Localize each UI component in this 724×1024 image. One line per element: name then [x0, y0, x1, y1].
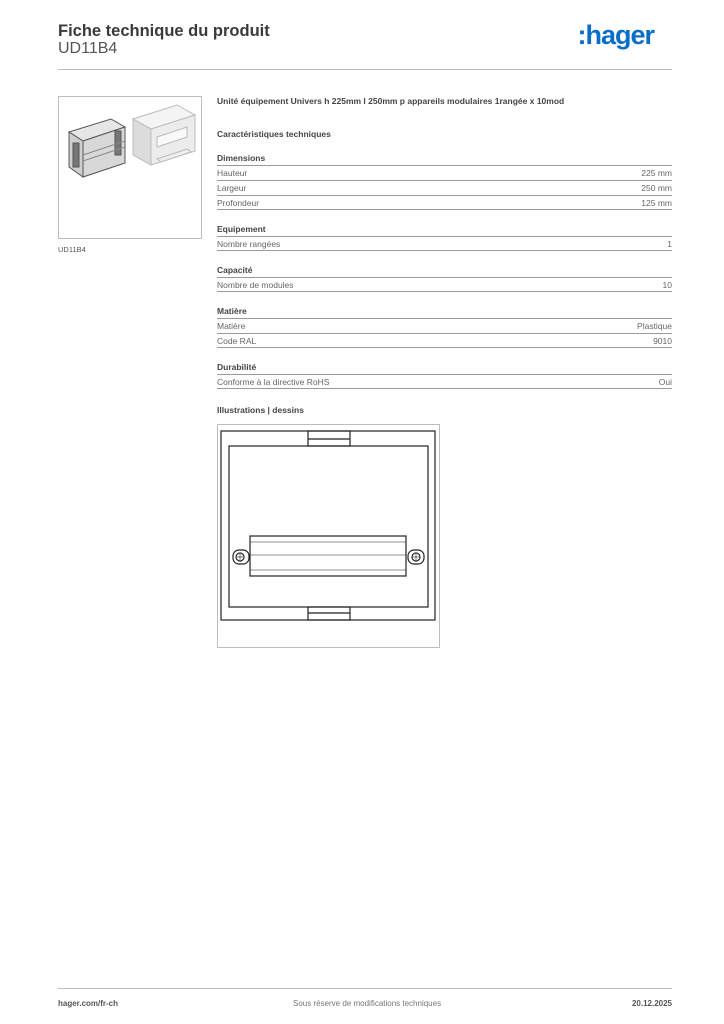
hager-logo: :hager [577, 20, 654, 50]
tech-heading: Caractéristiques techniques [217, 129, 331, 139]
spec-group-title: Matière [217, 306, 247, 316]
spec-row [217, 195, 672, 210]
spec-group [217, 306, 672, 348]
thumbnail-caption: UD11B4 [58, 245, 86, 254]
spec-label: Hauteur [217, 168, 248, 178]
spec-value: 1 [667, 239, 672, 249]
spec-label: Matière [217, 321, 246, 331]
spec-value: 125 mm [641, 198, 672, 208]
spec-value: 10 [662, 280, 672, 290]
spec-row [217, 318, 672, 333]
spec-row [217, 180, 672, 195]
spec-group [217, 224, 672, 251]
spec-value: 250 mm [641, 183, 672, 193]
spec-group-title: Capacité [217, 265, 253, 275]
spec-section [217, 96, 672, 389]
page-header [58, 20, 672, 70]
spec-group [217, 265, 672, 292]
footer-date: 20.12.2025 [631, 999, 672, 1008]
spec-value: Oui [658, 377, 672, 387]
spec-groups [217, 153, 672, 389]
spec-rows [217, 277, 672, 292]
spec-row [217, 236, 672, 251]
product-description: Unité équipement Univers h 225mm l 250mm p appareils modulaires 1rangée x 10mod [217, 96, 565, 106]
spec-group [217, 362, 672, 389]
spec-rows [217, 236, 672, 251]
spec-label: Nombre rangées [217, 239, 281, 249]
spec-label: Code RAL [217, 336, 257, 346]
spec-label: Profondeur [217, 198, 260, 208]
footer-notice: Sous réserve de modifications techniques [293, 999, 442, 1008]
spec-value: 9010 [653, 336, 672, 346]
spec-rows [217, 318, 672, 348]
product-reference: UD11B4 [58, 40, 118, 57]
spec-rows [217, 165, 672, 210]
spec-group-title: Durabilité [217, 362, 257, 372]
spec-row [217, 277, 672, 292]
spec-group-title: Dimensions [217, 153, 266, 163]
illustrations-title: Illustrations | dessins [217, 405, 304, 415]
product-thumbnail [58, 96, 202, 239]
spec-row [217, 374, 672, 389]
spec-row [217, 165, 672, 180]
drawing-svg [218, 425, 439, 647]
spec-label: Largeur [217, 183, 247, 193]
technical-drawing [217, 424, 440, 648]
page-title: Fiche technique du produit [58, 22, 270, 40]
spec-rows [217, 374, 672, 389]
spec-group [217, 153, 672, 210]
spec-value: 225 mm [641, 168, 672, 178]
spec-group-title: Equipement [217, 224, 266, 234]
page-footer [58, 988, 672, 1012]
spec-label: Nombre de modules [217, 280, 294, 290]
spec-value: Plastique [637, 321, 672, 331]
footer-website: hager.com/fr-ch [58, 999, 119, 1008]
spec-row [217, 333, 672, 348]
product-image [59, 97, 201, 238]
spec-label: Conforme à la directive RoHS [217, 377, 330, 387]
